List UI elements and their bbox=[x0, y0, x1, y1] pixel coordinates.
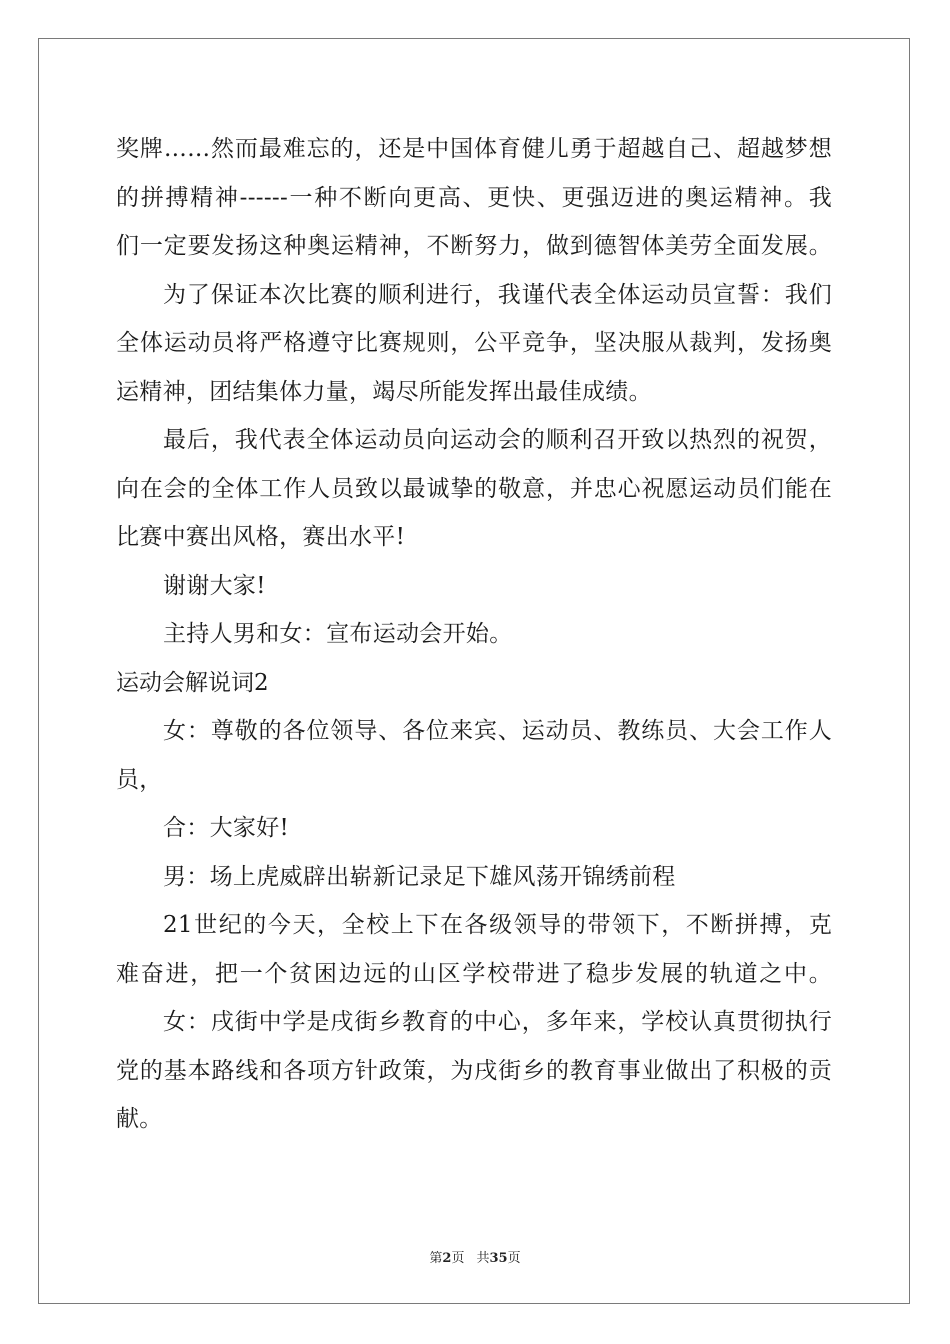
paragraph-line: 员， bbox=[116, 766, 163, 793]
footer-page-suffix: 页 bbox=[451, 1251, 465, 1266]
footer-total-prefix: 共 bbox=[476, 1251, 490, 1266]
paragraph-line: 女：尊敬的各位领导、各位来宾、运动员、教练员、大会工作人 bbox=[163, 718, 832, 744]
paragraph-line: 的拼搏精神------一种不断向更高、更快、更强迈进的奥运精神。我 bbox=[116, 184, 832, 211]
paragraph-line: 献。 bbox=[116, 1106, 163, 1132]
paragraph-line: 全体运动员将严格遵守比赛规则，公平竞争，坚决服从裁判，发扬奥 bbox=[116, 330, 832, 356]
paragraph-line: 难奋进，把一个贫困边远的山区学校带进了稳步发展的轨道之中。 bbox=[116, 960, 832, 987]
paragraph-line: 谢谢大家! bbox=[163, 572, 266, 599]
paragraph-line: 21世纪的今天，全校上下在各级领导的带领下，不断拼搏，克 bbox=[163, 912, 832, 938]
paragraph-line: 男：场上虎威辟出崭新记录足下雄风荡开锦绣前程 bbox=[163, 863, 676, 890]
footer-page-number: 2 bbox=[442, 1251, 452, 1266]
paragraph-line: 最后，我代表全体运动员向运动会的顺利召开致以热烈的祝贺， bbox=[163, 427, 832, 453]
section-heading: 运动会解说词2 bbox=[116, 669, 269, 696]
paragraph-line: 女：戌街中学是戌街乡教育的中心，多年来，学校认真贯彻执行 bbox=[163, 1009, 832, 1035]
document-body bbox=[116, 125, 832, 1144]
paragraph-line: 比赛中赛出风格，赛出水平! bbox=[116, 524, 406, 550]
page-footer bbox=[0, 1247, 950, 1266]
paragraph-line: 向在会的全体工作人员致以最诚挚的敬意，并忠心祝愿运动员们能在 bbox=[116, 475, 832, 502]
footer-total-suffix: 页 bbox=[507, 1251, 521, 1266]
paragraph-line: 运精神，团结集体力量，竭尽所能发挥出最佳成绩。 bbox=[116, 378, 652, 405]
paragraph-line: 们一定要发扬这种奥运精神，不断努力，做到德智体美劳全面发展。 bbox=[116, 233, 832, 259]
paragraph-line: 为了保证本次比赛的顺利进行，我谨代表全体运动员宣誓：我们 bbox=[163, 281, 832, 308]
footer-page-prefix: 第 bbox=[429, 1251, 443, 1266]
paragraph-line: 主持人男和女：宣布运动会开始。 bbox=[163, 621, 513, 647]
paragraph-line: 奖牌……然而最难忘的，还是中国体育健儿勇于超越自己、超越梦想 bbox=[116, 136, 832, 162]
paragraph-line: 合：大家好! bbox=[163, 815, 290, 841]
paragraph-line: 党的基本路线和各项方针政策，为戌街乡的教育事业做出了积极的贡 bbox=[116, 1057, 832, 1084]
footer-total-number: 35 bbox=[489, 1251, 508, 1266]
